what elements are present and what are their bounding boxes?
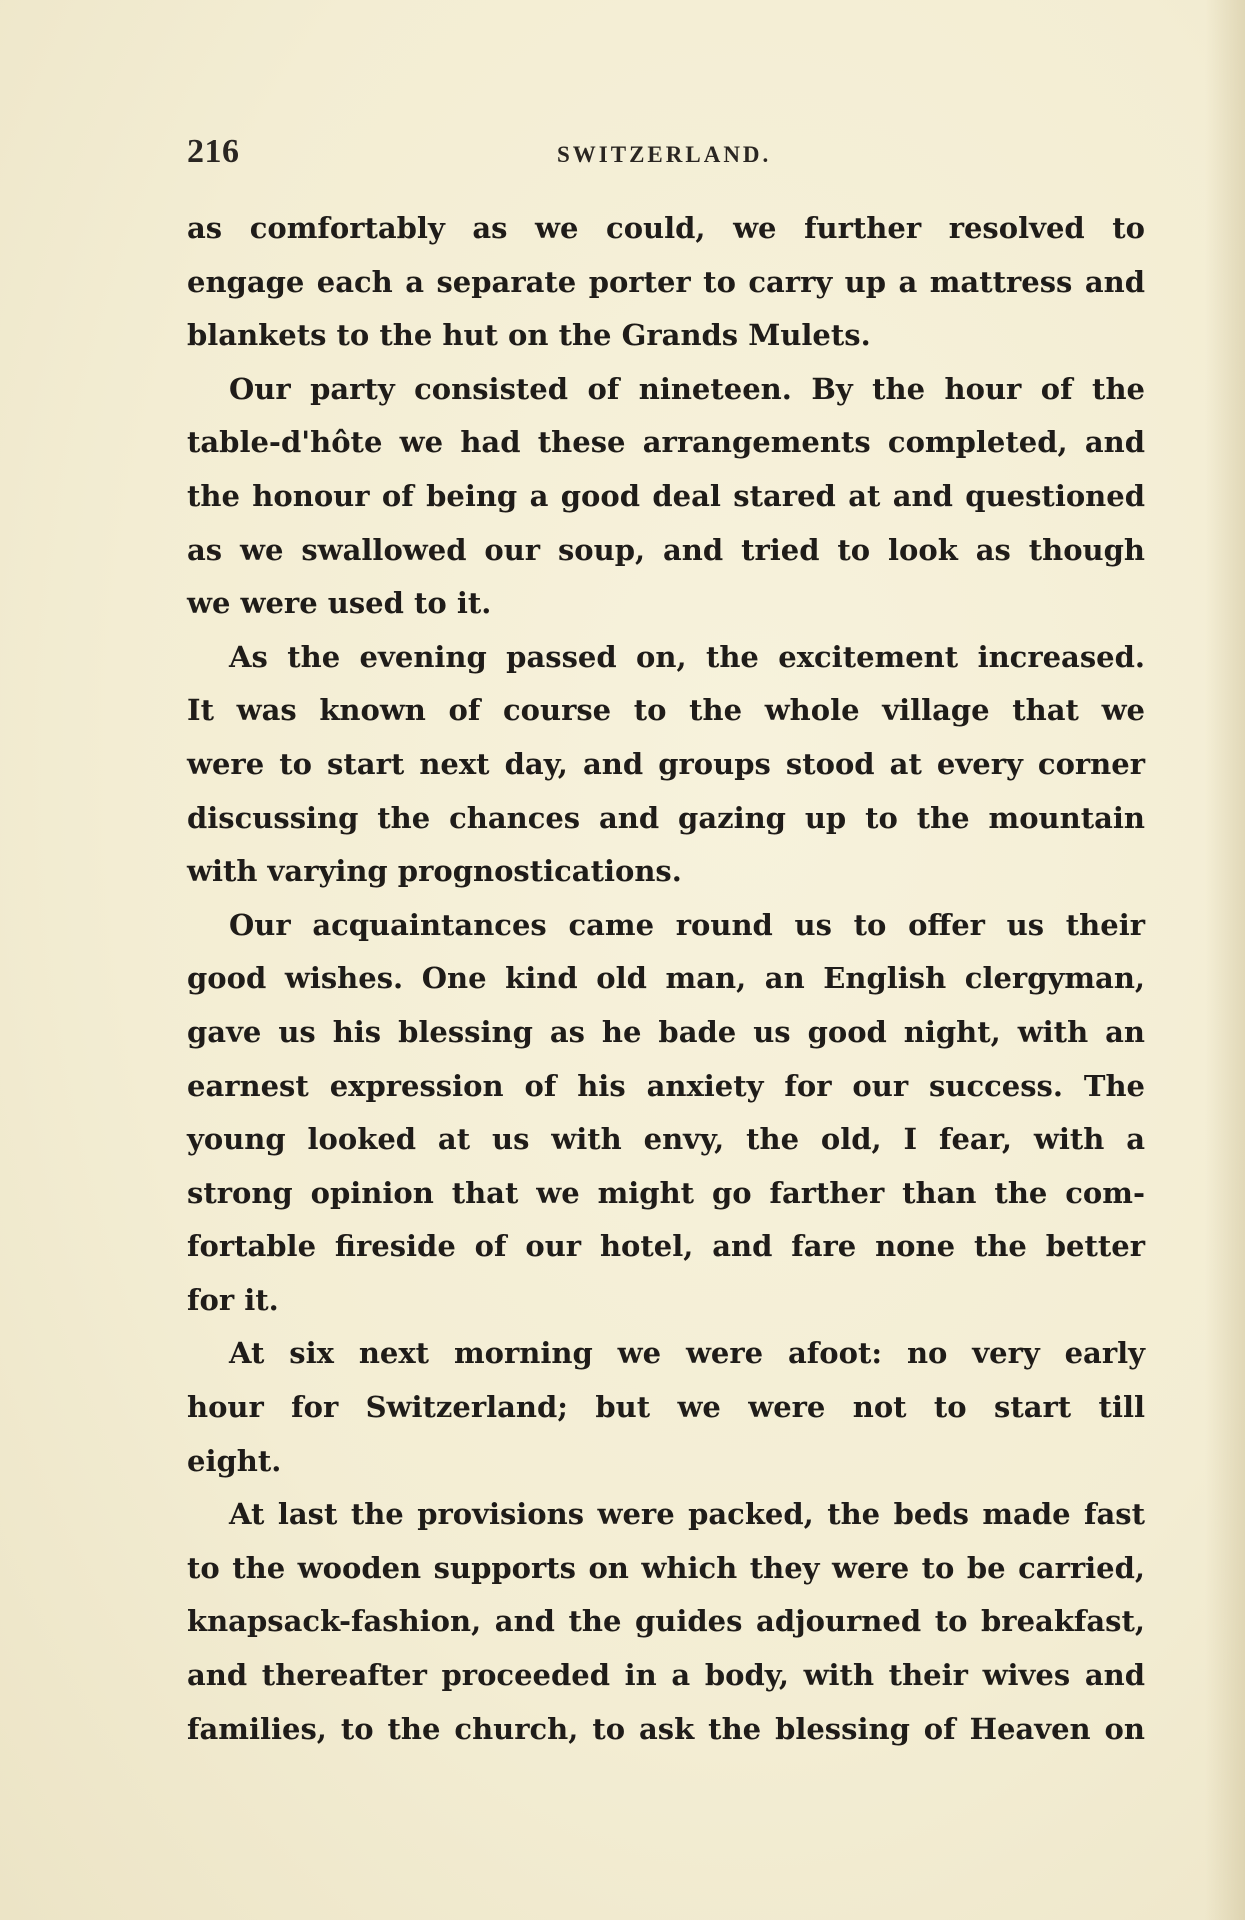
text-line: engage each a separate porter to carry up a mattress and — [187, 264, 1145, 299]
text-line: earnest expression of his anxiety for our success. The — [187, 1068, 1145, 1103]
paragraph — [187, 363, 1145, 631]
text-line: and thereafter proceeded in a body, with their wives and — [187, 1658, 1145, 1693]
text-line: Our acquaintances came round us to offer us their — [229, 907, 1145, 942]
text-line: discussing the chances and gazing up to the mountain — [187, 800, 1145, 835]
text-line: as we swallowed our soup, and tried to look as though — [187, 532, 1145, 567]
text-line: blankets to the hut on the Grands Mulets. — [187, 318, 871, 353]
text-line: gave us his blessing as he bade us good night, with an — [187, 1014, 1145, 1049]
paragraph — [187, 899, 1145, 1328]
text-line: knapsack-fashion, and the guides adjourned to breakfast, — [187, 1604, 1145, 1639]
text-line: families, to the church, to ask the blessing of Heaven on — [187, 1711, 1145, 1746]
text-line: the honour of being a good deal stared at and questioned — [187, 478, 1145, 513]
text-line: to the wooden supports on which they were to be carried, — [187, 1550, 1145, 1585]
text-line: hour for Switzerland; but we were not to start till — [187, 1390, 1145, 1425]
text-line: Our party consisted of nineteen. By the hour of the — [229, 371, 1145, 406]
text-line: with varying prognostications. — [187, 854, 682, 889]
page-number: 216 — [187, 133, 240, 170]
text-line: At six next morning we were afoot: no very early — [229, 1336, 1145, 1371]
text-line: strong opinion that we might go farther than the com- — [187, 1175, 1145, 1210]
text-line: for it. — [187, 1282, 279, 1317]
body-text — [187, 202, 1145, 1756]
text-line: young looked at us with envy, the old, I fear, with a — [187, 1122, 1145, 1157]
text-line: as comfortably as we could, we further resolved to — [187, 211, 1145, 245]
paragraph — [187, 1488, 1145, 1756]
text-line: we were used to it. — [187, 586, 492, 621]
text-line: eight. — [187, 1443, 282, 1478]
text-line: As the evening passed on, the excitement increased. — [229, 639, 1145, 674]
text-line: At last the provisions were packed, the beds made fast — [229, 1497, 1145, 1532]
text-line: fortable fireside of our hotel, and fare none the better — [187, 1229, 1145, 1264]
text-line: table-d'hôte we had these arrangements completed, and — [187, 425, 1145, 460]
paragraph — [187, 631, 1145, 899]
page-header — [187, 133, 1147, 183]
paragraph — [187, 1327, 1145, 1488]
running-head: SWITZERLAND. — [557, 142, 772, 167]
text-line: It was known of course to the whole village that we — [187, 693, 1145, 728]
text-line: good wishes. One kind old man, an English clergyman, — [187, 961, 1145, 996]
paragraph — [187, 202, 1145, 363]
text-line: were to start next day, and groups stood at every corner — [187, 746, 1145, 781]
